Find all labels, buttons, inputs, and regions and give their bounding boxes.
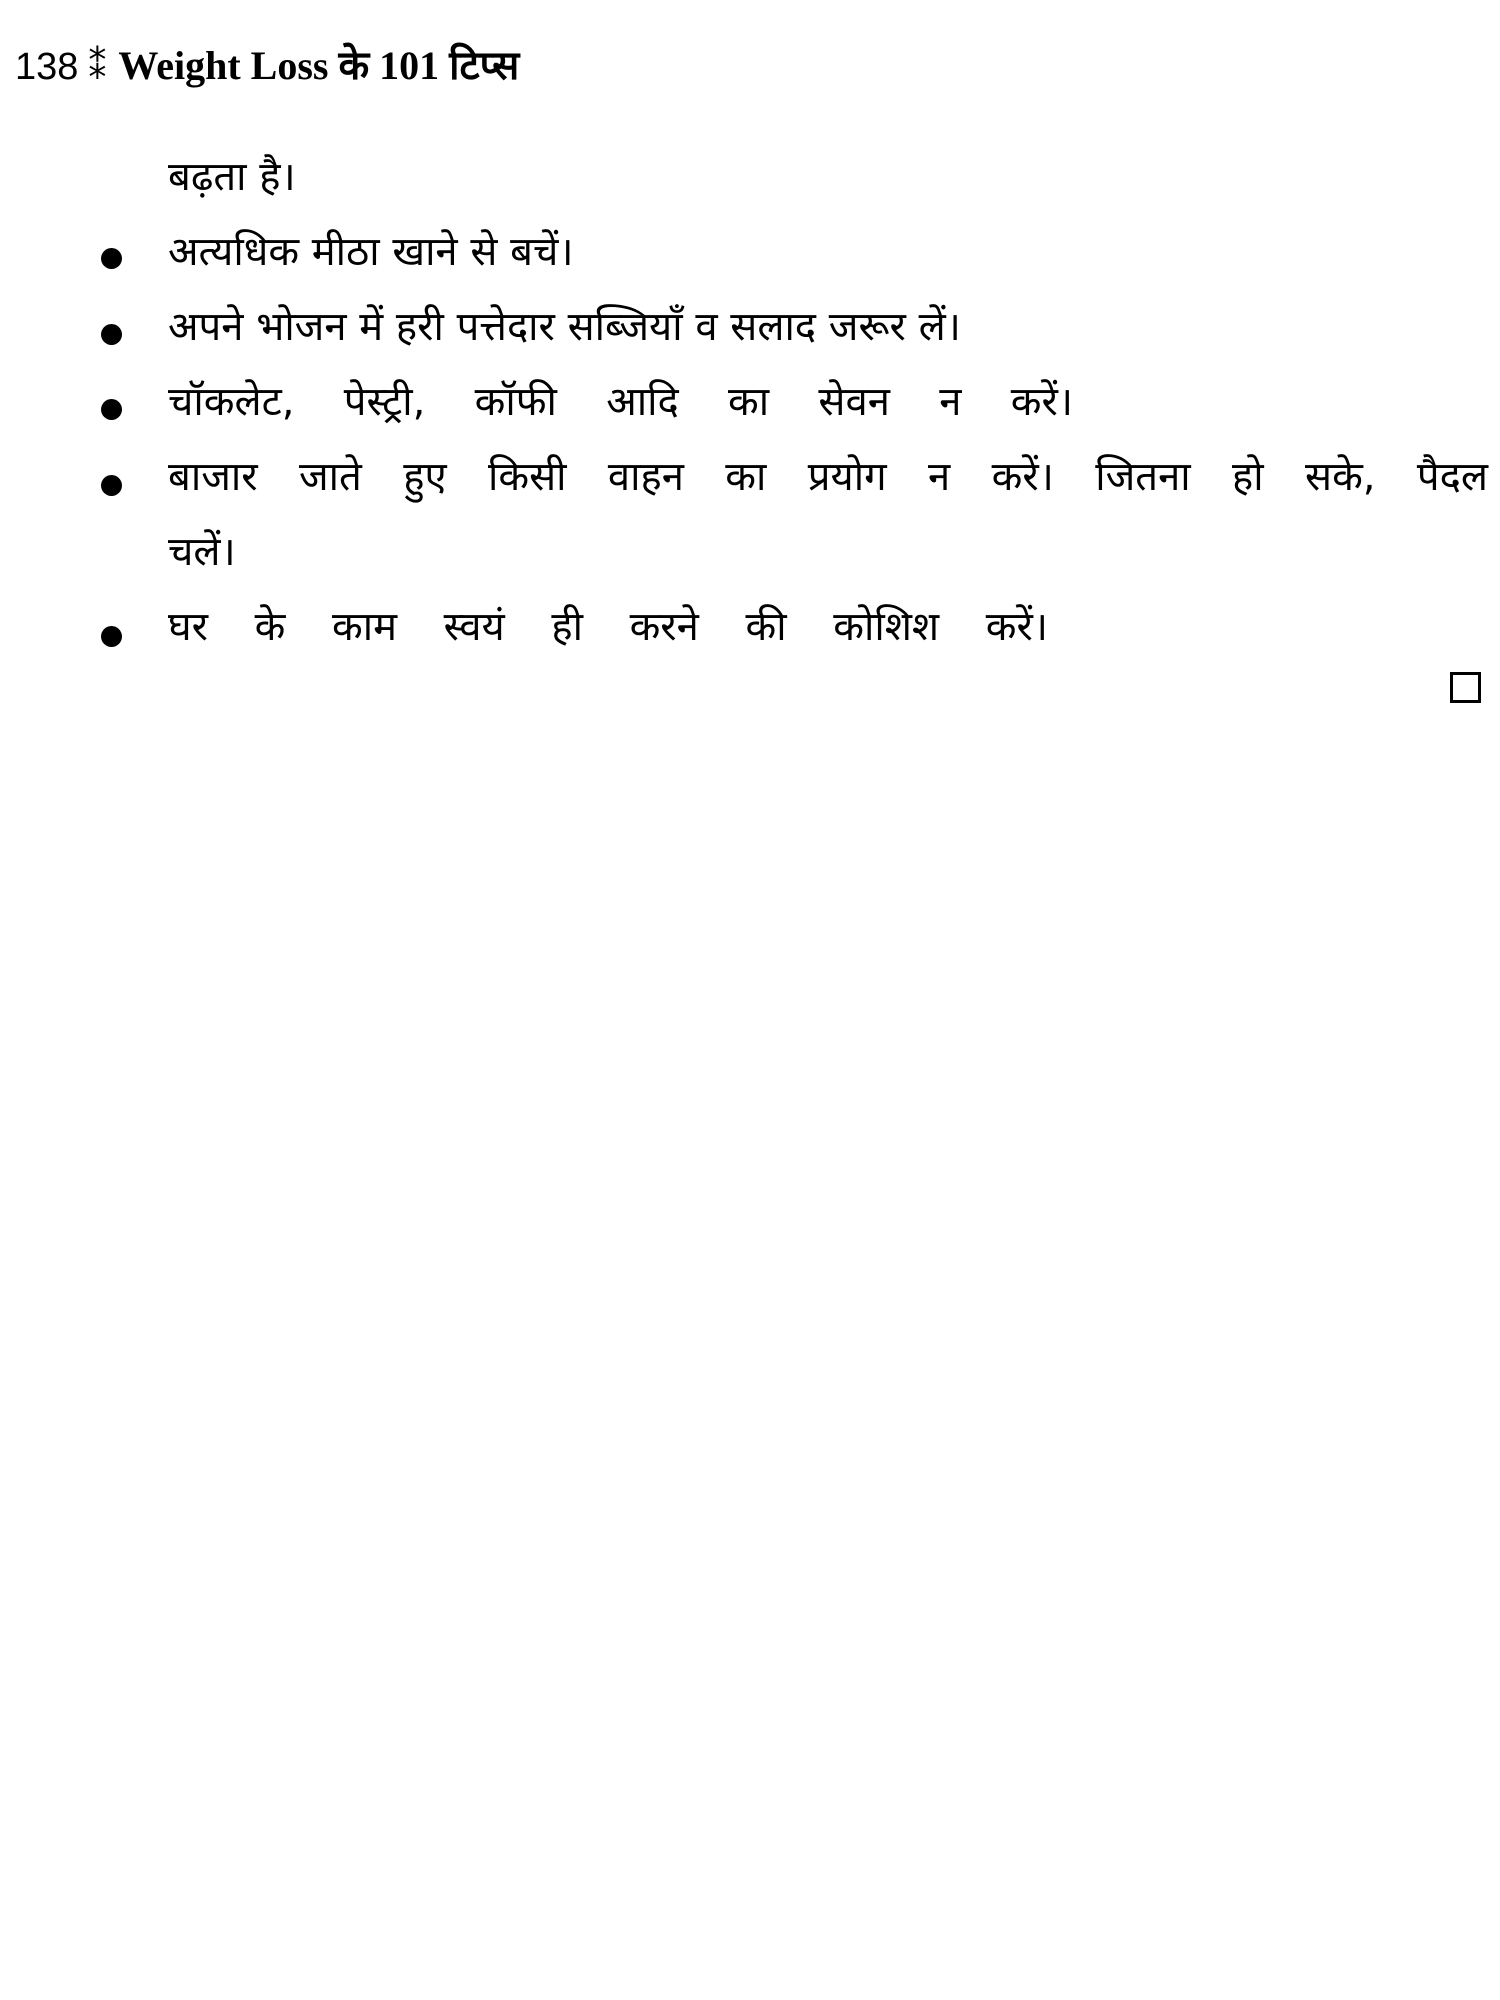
- bullet-icon: [101, 399, 122, 420]
- asterism-ornament-icon: ⁑: [88, 47, 107, 88]
- page-number: 138: [15, 46, 79, 88]
- list-item-text-continuation: चलें।: [168, 529, 236, 575]
- bullet-icon: [101, 475, 122, 496]
- book-title: Weight Loss के 101 टिप्स: [118, 43, 520, 88]
- bullet-icon: [101, 324, 122, 345]
- continuation-text: बढ़ता है।: [168, 154, 296, 200]
- bullet-icon: [101, 626, 122, 647]
- list-item-text: अपने भोजन में हरी पत्तेदार सब्जियाँ व सलाद जरूर लें।: [168, 304, 961, 350]
- list-item-text: बाजार जाते हुए किसी वाहन का प्रयोग न करें। जितना हो सके, पैदल: [168, 454, 1488, 500]
- list-item-text: घर के काम स्वयं ही करने की कोशिश करें।: [168, 604, 1048, 650]
- list-item-text: चॉकलेट, पेस्ट्री, कॉफी आदि का सेवन न करें।: [168, 379, 1073, 425]
- bullet-icon: [101, 248, 122, 269]
- list-item-text: अत्यधिक मीठा खाने से बचें।: [168, 229, 574, 275]
- end-of-section-square-icon: [1450, 672, 1481, 703]
